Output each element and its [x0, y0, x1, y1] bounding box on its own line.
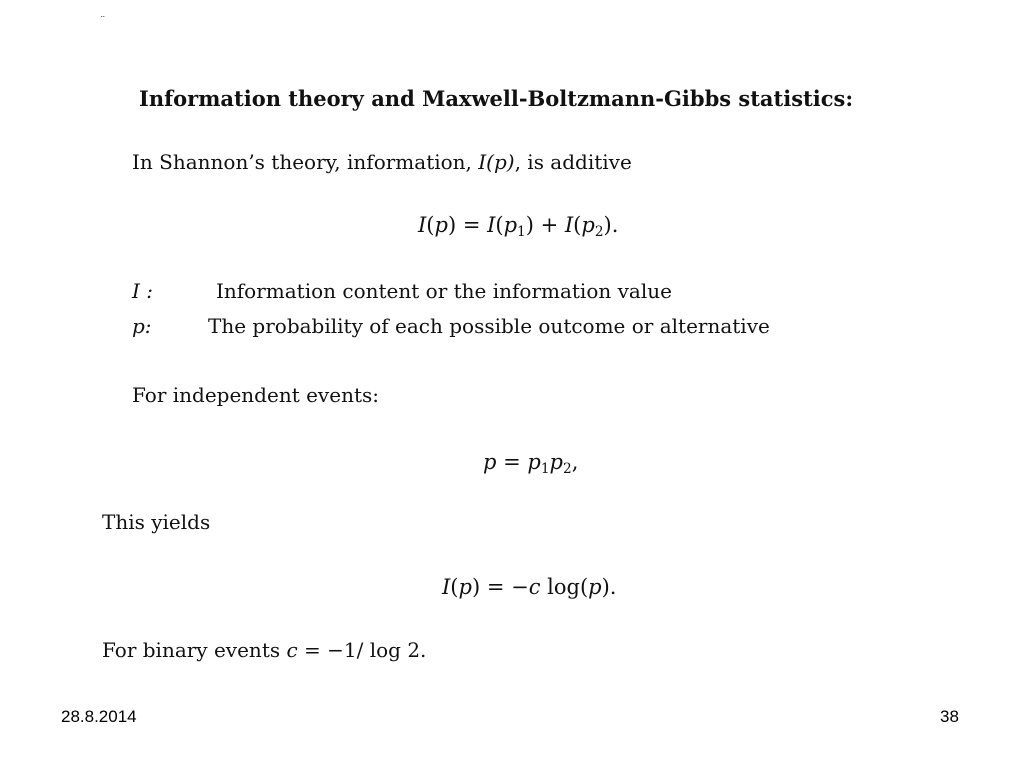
equation-additive: $I(p) = I(p_1) + I(p_2)$.: [418, 213, 619, 241]
definition-symbol-I: I :: [132, 279, 153, 303]
definition-text-I: Information content or the information value: [216, 279, 672, 303]
independent-events-label: For independent events:: [132, 383, 379, 407]
yields-label: This yields: [102, 510, 211, 534]
definition-symbol-p: p:: [132, 314, 152, 338]
intro-symbol: I(p): [478, 150, 515, 174]
footer-page-number: 38: [940, 707, 959, 726]
intro-line: [132, 150, 632, 174]
binary-prefix: For binary events: [102, 638, 287, 662]
binary-events-line: For binary events c = −1/ log 2.: [102, 638, 427, 662]
equation-log: I(p) = −c log(p).: [442, 575, 617, 599]
slide-title: Information theory and Maxwell-Boltzmann-Gibbs statistics:: [139, 86, 854, 111]
footer-date: 28.8.2014: [61, 707, 137, 726]
top-mark: ¨: [100, 14, 106, 27]
equation-product: $p = p_1p_2$,: [483, 450, 579, 478]
intro-prefix: In Shannon’s theory, information,: [132, 150, 479, 174]
definition-text-p: The probability of each possible outcome or alternative: [208, 314, 770, 338]
intro-suffix: , is additive: [514, 150, 632, 174]
